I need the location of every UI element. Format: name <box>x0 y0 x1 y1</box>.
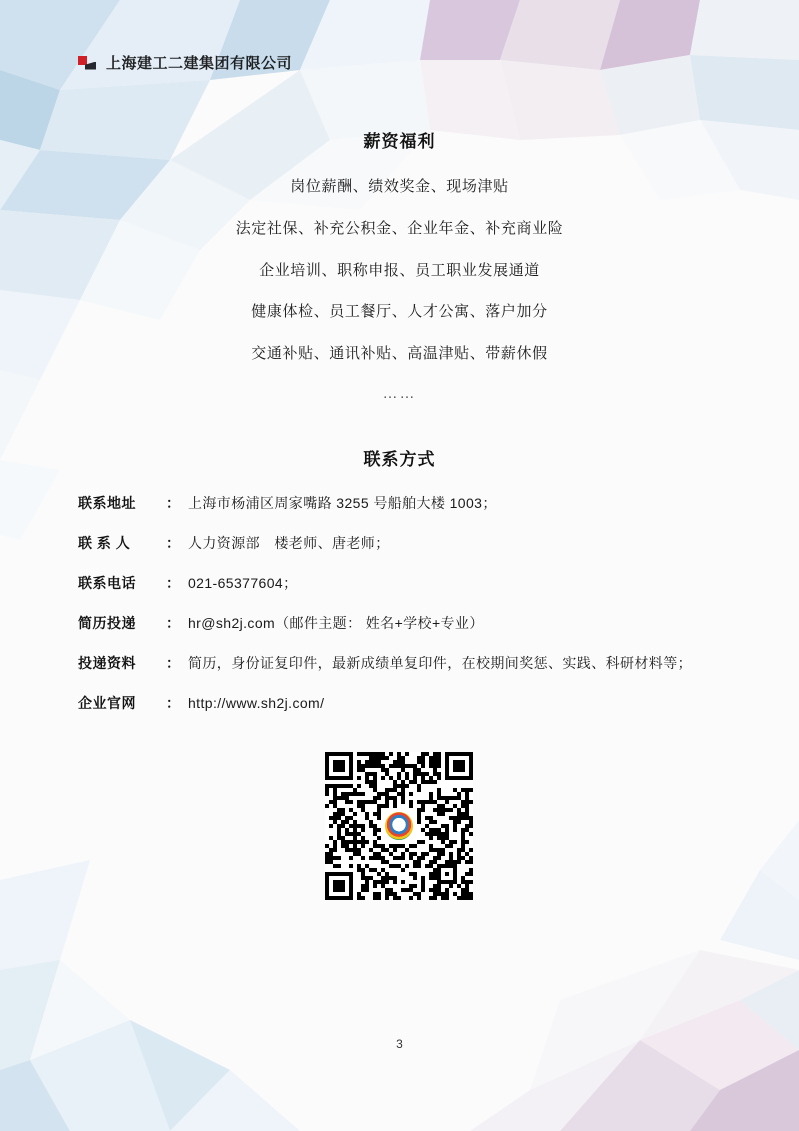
page-number: 3 <box>396 1037 403 1051</box>
contact-value: 简历，身份证复印件，最新成绩单复印件，在校期间奖惩、实践、科研材料等； <box>188 655 692 671</box>
company-logo <box>78 52 292 73</box>
qr-center-emblem-icon <box>383 810 415 842</box>
benefit-item: 健康体检、员工餐厅、人才公寓、落户加分 <box>251 303 548 320</box>
contact-value[interactable]: hr@sh2j.com（邮件主题： 姓名+学校+专业） <box>188 615 484 631</box>
contact-label: 简历投递 <box>78 615 136 631</box>
benefit-item: 企业培训、职称申报、员工职业发展通道 <box>259 262 540 279</box>
contact-colon: ： <box>166 575 180 591</box>
contact-row-website <box>78 693 324 713</box>
wechat-qr-code[interactable] <box>325 752 473 900</box>
salary-section-title: 薪资福利 <box>363 132 436 151</box>
benefit-ellipsis: …… <box>382 385 417 402</box>
logo-mark-icon <box>78 54 98 72</box>
contact-value[interactable]: http://www.sh2j.com/ <box>188 695 325 711</box>
contact-label: 联系电话 <box>78 575 136 591</box>
contact-value: 上海市杨浦区周家嘴路 3255 号船舶大楼 1003； <box>188 495 497 511</box>
contact-label: 联系地址 <box>78 495 136 511</box>
company-name: 上海建工二建集团有限公司 <box>106 55 293 72</box>
contact-colon: ： <box>166 615 180 631</box>
contact-label: 企业官网 <box>78 695 136 711</box>
contact-colon: ： <box>166 535 180 551</box>
contact-row-address <box>78 493 497 513</box>
contact-label: 投递资料 <box>78 655 136 671</box>
contact-row-person <box>78 533 390 553</box>
contact-value: 人力资源部 楼老师、唐老师； <box>188 535 390 551</box>
contact-colon: ： <box>166 695 180 711</box>
contact-row-materials <box>78 653 692 673</box>
benefit-item: 交通补贴、通讯补贴、高温津贴、带薪休假 <box>251 345 548 362</box>
benefit-item: 岗位薪酬、绩效奖金、现场津贴 <box>290 178 509 195</box>
contact-label: 联 系 人 <box>78 535 131 551</box>
contact-section-title: 联系方式 <box>363 450 436 469</box>
contact-colon: ： <box>166 655 180 671</box>
contact-colon: ： <box>166 495 180 511</box>
contact-value: 021-65377604； <box>188 575 298 591</box>
contact-row-phone <box>78 573 298 593</box>
benefit-item: 法定社保、补充公积金、企业年金、补充商业险 <box>235 220 564 237</box>
contact-row-email <box>78 613 484 633</box>
